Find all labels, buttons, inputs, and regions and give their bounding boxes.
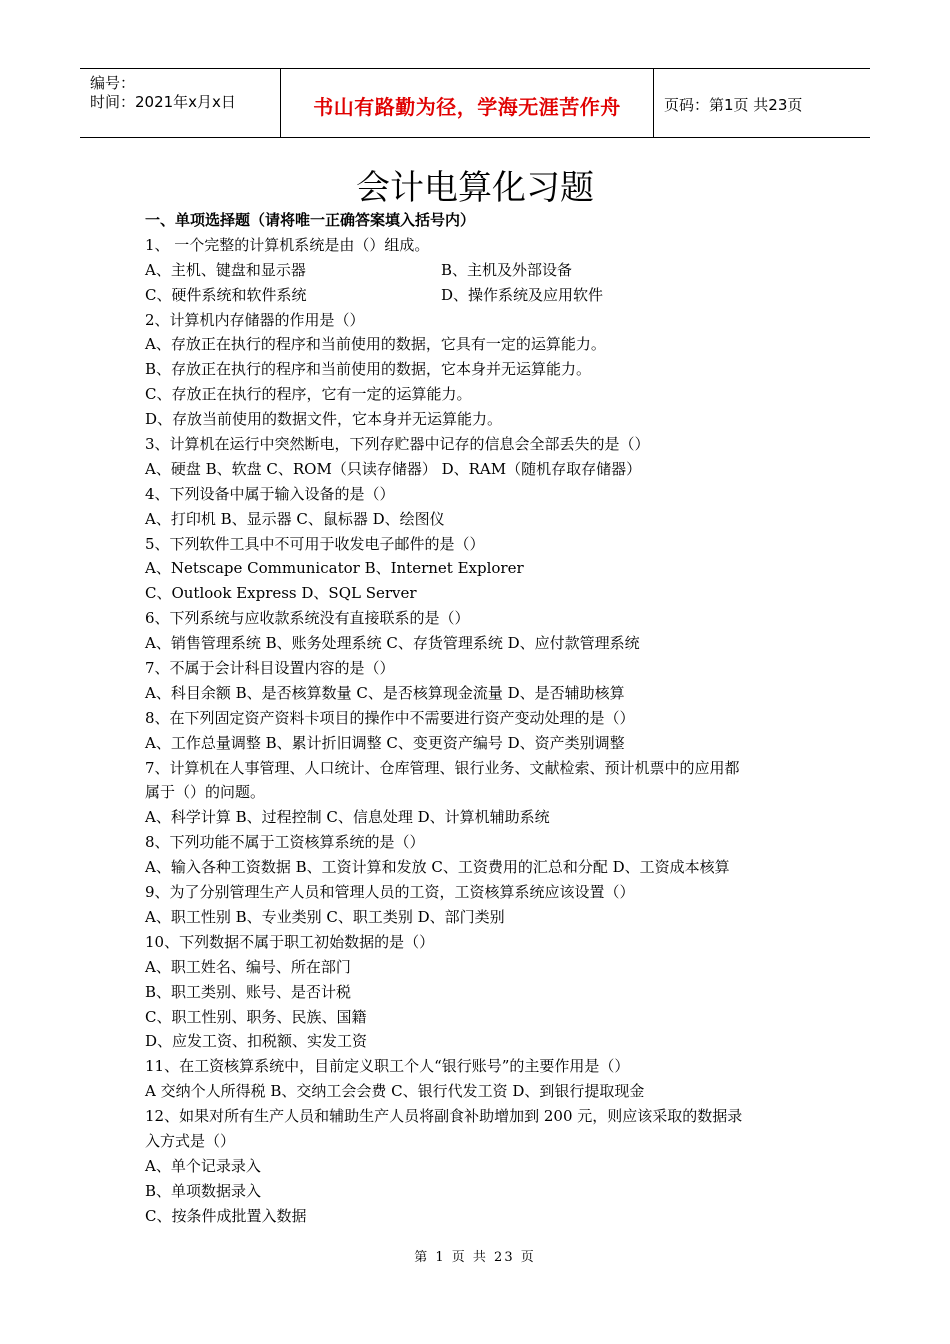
header-page-info: 页码：第1页 共23页 (664, 96, 803, 114)
question-line: 5、下列软件工具中不可用于收发电子邮件的是（） (145, 534, 485, 553)
option-right: D、操作系统及应用软件 (441, 285, 604, 304)
question-line: D、存放当前使用的数据文件，它本身并无运算能力。 (145, 410, 503, 429)
option-left: A、主机、键盘和显示器 (145, 260, 306, 279)
header-page-cell (654, 69, 870, 137)
question-line: A、输入各种工资数据 B、工资计算和发放 C、工资费用的汇总和分配 D、工资成本核算 (145, 858, 730, 877)
document-time-label: 时间：2021年x月x日 (90, 93, 236, 111)
question-line: 11、在工资核算系统中，目前定义职工个人“银行账号”的主要作用是（） (145, 1057, 630, 1076)
question-line: 入方式是（） (145, 1131, 236, 1150)
header-left-cell (80, 69, 281, 137)
question-line: A、工作总量调整 B、累计折旧调整 C、变更资产编号 D、资产类别调整 (145, 733, 625, 752)
question-line: 属于（）的问题。 (145, 783, 266, 802)
question-line: A、科学计算 B、过程控制 C、信息处理 D、计算机辅助系统 (145, 808, 550, 827)
question-line: A、职工性别 B、专业类别 C、职工类别 D、部门类别 (145, 907, 505, 926)
question-line: C、职工性别、职务、民族、国籍 (145, 1007, 367, 1026)
question-line: 2、计算机内存储器的作用是（） (145, 310, 365, 329)
question-line (145, 283, 825, 308)
question-line: 1、 一个完整的计算机系统是由（）组成。 (145, 235, 430, 254)
question-line: 9、为了分别管理生产人员和管理人员的工资，工资核算系统应该设置（） (145, 883, 635, 902)
header-motto-cell (281, 69, 654, 137)
page-header (80, 68, 870, 138)
question-line: A 交纳个人所得税 B、交纳工会会费 C、银行代发工资 D、到银行提取现金 (145, 1082, 645, 1101)
question-line: C、Outlook Express D、SQL Server (145, 584, 417, 603)
option-left: C、硬件系统和软件系统 (145, 285, 307, 304)
question-line: B、职工类别、账号、是否计税 (145, 982, 352, 1001)
question-line: 7、不属于会计科目设置内容的是（） (145, 659, 395, 678)
question-line: A、单个记录录入 (145, 1156, 261, 1175)
question-line: A、销售管理系统 B、账务处理系统 C、存货管理系统 D、应付款管理系统 (145, 634, 640, 653)
question-line: 8、在下列固定资产资料卡项目的操作中不需要进行资产变动处理的是（） (145, 708, 635, 727)
question-line: A、科目余额 B、是否核算数量 C、是否核算现金流量 D、是否辅助核算 (145, 683, 625, 702)
page-footer: 第 1 页 共 23 页 (414, 1250, 536, 1265)
header-motto: 书山有路勤为径，学海无涯苦作舟 (313, 95, 621, 119)
question-line: 4、下列设备中属于输入设备的是（） (145, 484, 395, 503)
question-line: 10、下列数据不属于职工初始数据的是（） (145, 932, 435, 951)
question-line: A、职工姓名、编号、所在部门 (145, 957, 351, 976)
question-line: B、单项数据录入 (145, 1181, 262, 1200)
question-line: A、硬盘 B、软盘 C、ROM（只读存储器） D、RAM（随机存取存储器） (145, 459, 642, 478)
document-title: 会计电算化习题 (356, 168, 594, 208)
question-list (145, 208, 825, 1229)
question-line: 6、下列系统与应收款系统没有直接联系的是（） (145, 609, 470, 628)
question-line: B、存放正在执行的程序和当前使用的数据，它本身并无运算能力。 (145, 360, 592, 379)
question-line: C、按条件成批置入数据 (145, 1206, 307, 1225)
question-line: A、存放正在执行的程序和当前使用的数据，它具有一定的运算能力。 (145, 335, 606, 354)
question-line: 3、计算机在运行中突然断电，下列存贮器中记存的信息会全部丢失的是（） (145, 435, 650, 454)
option-right: B、主机及外部设备 (441, 260, 573, 279)
question-line: 12、如果对所有生产人员和辅助生产人员将副食补助增加到 200 元，则应该采取的数据录 (145, 1107, 743, 1126)
section-heading: 一、单项选择题（请将唯一正确答案填入括号内） (145, 211, 476, 229)
document-number-label: 编号： (90, 74, 136, 92)
question-line: 8、下列功能不属于工资核算系统的是（） (145, 833, 425, 852)
question-line: D、应发工资、扣税额、实发工资 (145, 1032, 368, 1051)
question-line: C、存放正在执行的程序，它有一定的运算能力。 (145, 385, 472, 404)
question-line: A、Netscape Communicator B、Internet Explorer (145, 559, 524, 578)
question-line: A、打印机 B、显示器 C、鼠标器 D、绘图仪 (145, 509, 445, 528)
question-line (145, 258, 825, 283)
question-line: 7、计算机在人事管理、人口统计、仓库管理、银行业务、文献检索、预计机票中的应用都 (145, 758, 740, 777)
